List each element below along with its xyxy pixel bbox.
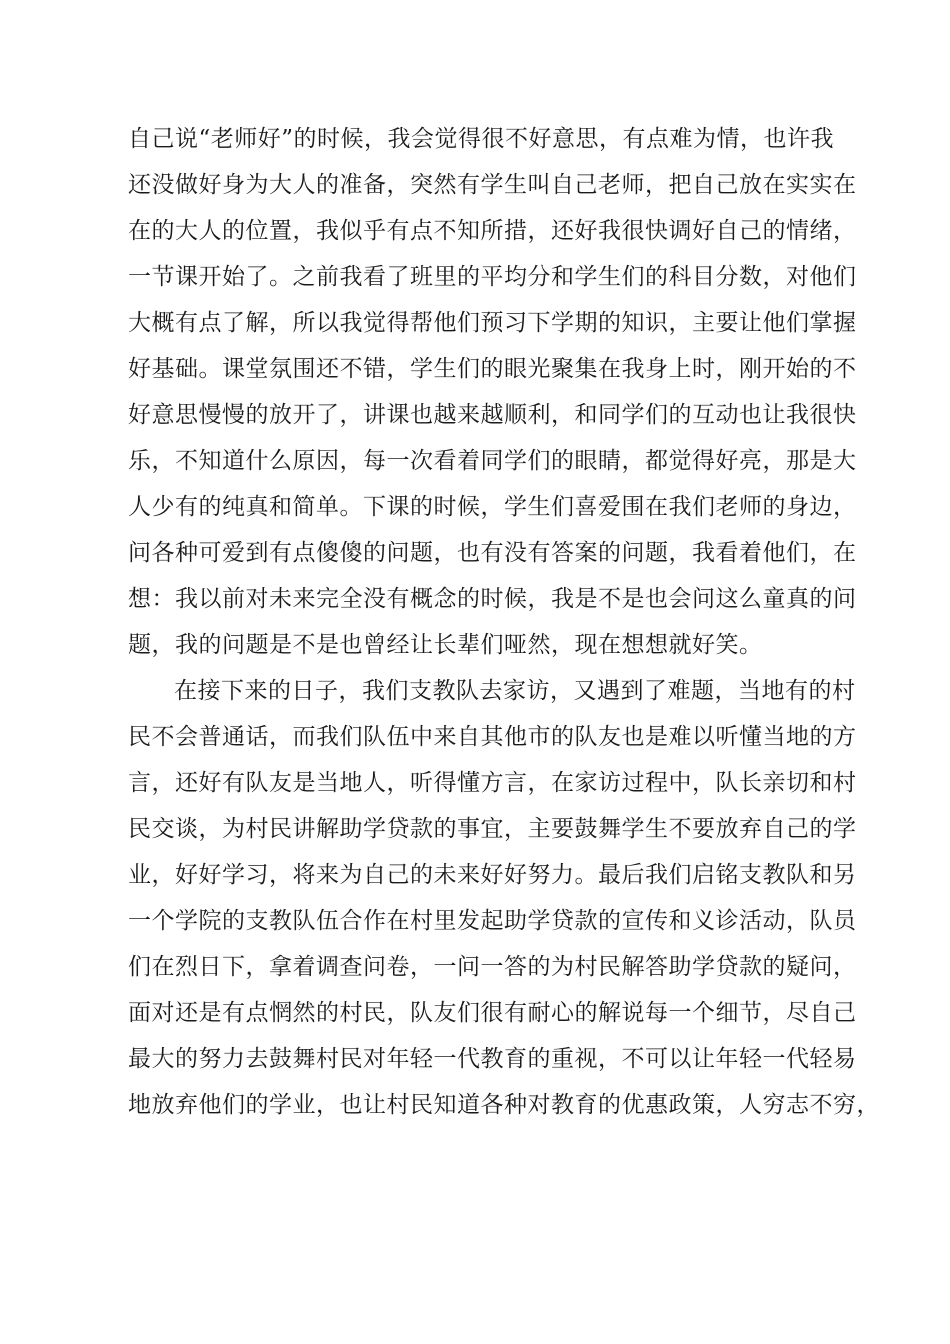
paragraph-2-line-6: 一个学院的支教队伍合作在村里发起助学贷款的宣传和义诊活动，队员: [128, 908, 857, 934]
paragraph-1-line-2: 还没做好身为大人的准备，突然有学生叫自己老师，把自己放在实实在: [128, 172, 857, 198]
paragraph-2-line-9: 最大的努力去鼓舞村民对年轻一代教育的重视，不可以让年轻一代轻易: [128, 1046, 857, 1072]
paragraph-2-line-3: 言，还好有队友是当地人，听得懂方言，在家访过程中，队长亲切和村: [128, 770, 857, 796]
paragraph-1-line-10: 问各种可爱到有点傻傻的问题，也有没有答案的问题，我看着他们，在: [128, 540, 857, 566]
paragraph-2-line-7: 们在烈日下，拿着调查问卷，一问一答的为村民解答助学贷款的疑问，: [128, 954, 857, 980]
paragraph-2-line-5: 业，好好学习，将来为自己的未来好好努力。最后我们启铭支教队和另: [128, 862, 857, 888]
paragraph-1-line-11: 想：我以前对未来完全没有概念的时候，我是不是也会问这么童真的问: [128, 586, 857, 612]
paragraph-2-line-4: 民交谈，为村民讲解助学贷款的事宜，主要鼓舞学生不要放弃自己的学: [128, 816, 857, 842]
paragraph-1-line-9: 人少有的纯真和简单。下课的时候，学生们喜爱围在我们老师的身边，: [128, 494, 857, 520]
paragraph-1-line-12: 题，我的问题是不是也曾经让长辈们哑然，现在想想就好笑。: [128, 632, 763, 658]
paragraph-2-line-2: 民不会普通话，而我们队伍中来自其他市的队友也是难以听懂当地的方: [128, 724, 857, 750]
paragraph-1-line-4: 一节课开始了。之前我看了班里的平均分和学生们的科目分数，对他们: [128, 264, 857, 290]
paragraph-2-line-8: 面对还是有点惘然的村民，队友们很有耐心的解说每一个细节，尽自己: [128, 1000, 857, 1026]
paragraph-2-line-1: 在接下来的日子，我们支教队去家访，又遇到了难题，当地有的村: [174, 678, 856, 704]
paragraph-1-line-8: 乐，不知道什么原因，每一次看着同学们的眼睛，都觉得好亮，那是大: [128, 448, 857, 474]
paragraph-1-line-1: 自己说“老师好”的时候，我会觉得很不好意思，有点难为情，也许我: [128, 126, 835, 152]
paragraph-2-line-10: 地放弃他们的学业，也让村民知道各种对教育的优惠政策，人穷志不穷，: [128, 1092, 880, 1118]
paragraph-1-line-3: 在的大人的位置，我似乎有点不知所措，还好我很快调好自己的情绪，: [128, 218, 857, 244]
paragraph-1-line-7: 好意思慢慢的放开了，讲课也越来越顺利，和同学们的互动也让我很快: [128, 402, 857, 428]
paragraph-1-line-5: 大概有点了解，所以我觉得帮他们预习下学期的知识，主要让他们掌握: [128, 310, 857, 336]
paragraph-1-line-6: 好基础。课堂氛围还不错，学生们的眼光聚集在我身上时，刚开始的不: [128, 356, 857, 382]
